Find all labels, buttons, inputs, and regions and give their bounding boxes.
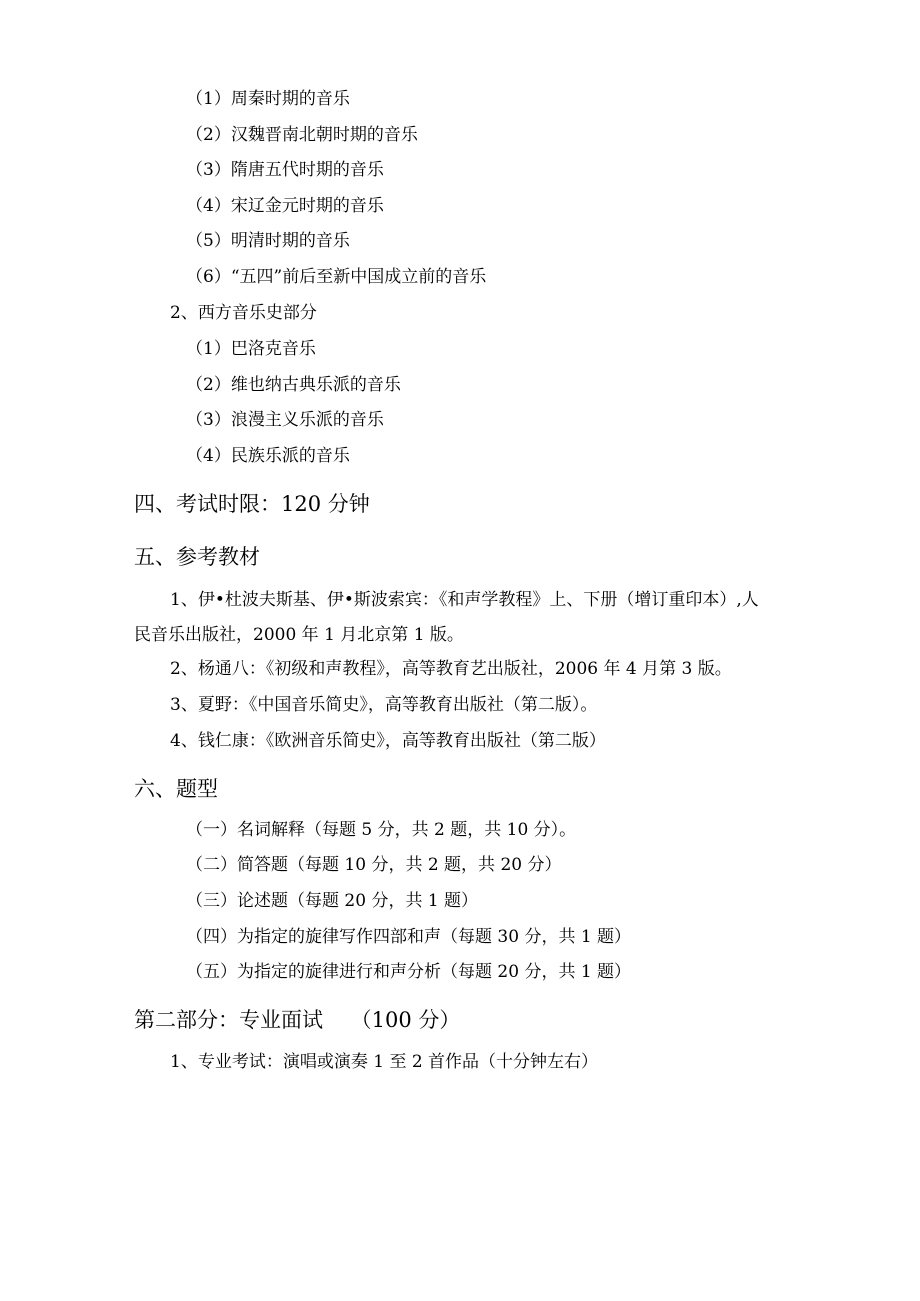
part-two-heading: 第二部分：专业面试 （100 分）	[134, 1008, 461, 1032]
section-heading-references: 五、参考教材	[134, 545, 260, 569]
western-history-item: （1）巴洛克音乐	[186, 339, 316, 359]
chinese-history-item: （4）宋辽金元时期的音乐	[186, 196, 384, 216]
reference-item: 2、杨通八：《初级和声教程》，高等教育艺出版社，2006 年 4 月第 3 版。	[170, 659, 732, 679]
western-history-item: （2）维也纳古典乐派的音乐	[186, 375, 401, 395]
chinese-history-item: （5）明清时期的音乐	[186, 231, 350, 251]
reference-item: 1、伊•杜波夫斯基、伊•斯波索宾：《和声学教程》上、下册（增订重印本）,人民音乐出版社，2000 年 1 月北京第 1 版。	[134, 590, 759, 645]
question-type-item: （二）简答题（每题 10 分，共 2 题，共 20 分）	[186, 855, 562, 875]
section-heading-exam-time: 四、考试时限：120 分钟	[134, 492, 370, 516]
question-type-item: （五）为指定的旋律进行和声分析（每题 20 分，共 1 题）	[186, 962, 632, 982]
chinese-history-item: （3）隋唐五代时期的音乐	[186, 160, 384, 180]
western-history-item: （3）浪漫主义乐派的音乐	[186, 410, 384, 430]
chinese-history-item: （6）“五四”前后至新中国成立前的音乐	[186, 267, 487, 287]
western-history-title: 2、西方音乐史部分	[170, 303, 317, 323]
chinese-history-item: （2）汉魏晋南北朝时期的音乐	[186, 125, 418, 145]
question-type-item: （四）为指定的旋律写作四部和声（每题 30 分，共 1 题）	[186, 927, 632, 947]
part-two-item: 1、专业考试：演唱或演奏 1 至 2 首作品（十分钟左右）	[170, 1052, 599, 1072]
reference-item: 4、钱仁康：《欧洲音乐简史》，高等教育出版社（第二版）	[170, 731, 606, 751]
section-heading-question-types: 六、题型	[134, 777, 218, 801]
western-history-item: （4）民族乐派的音乐	[186, 446, 350, 466]
question-type-item: （三）论述题（每题 20 分，共 1 题）	[186, 891, 479, 911]
reference-item: 3、夏野：《中国音乐简史》，高等教育出版社（第二版）。	[170, 695, 598, 715]
question-type-item: （一）名词解释（每题 5 分，共 2 题，共 10 分）。	[186, 820, 577, 840]
chinese-history-item: （1）周秦时期的音乐	[186, 89, 350, 109]
